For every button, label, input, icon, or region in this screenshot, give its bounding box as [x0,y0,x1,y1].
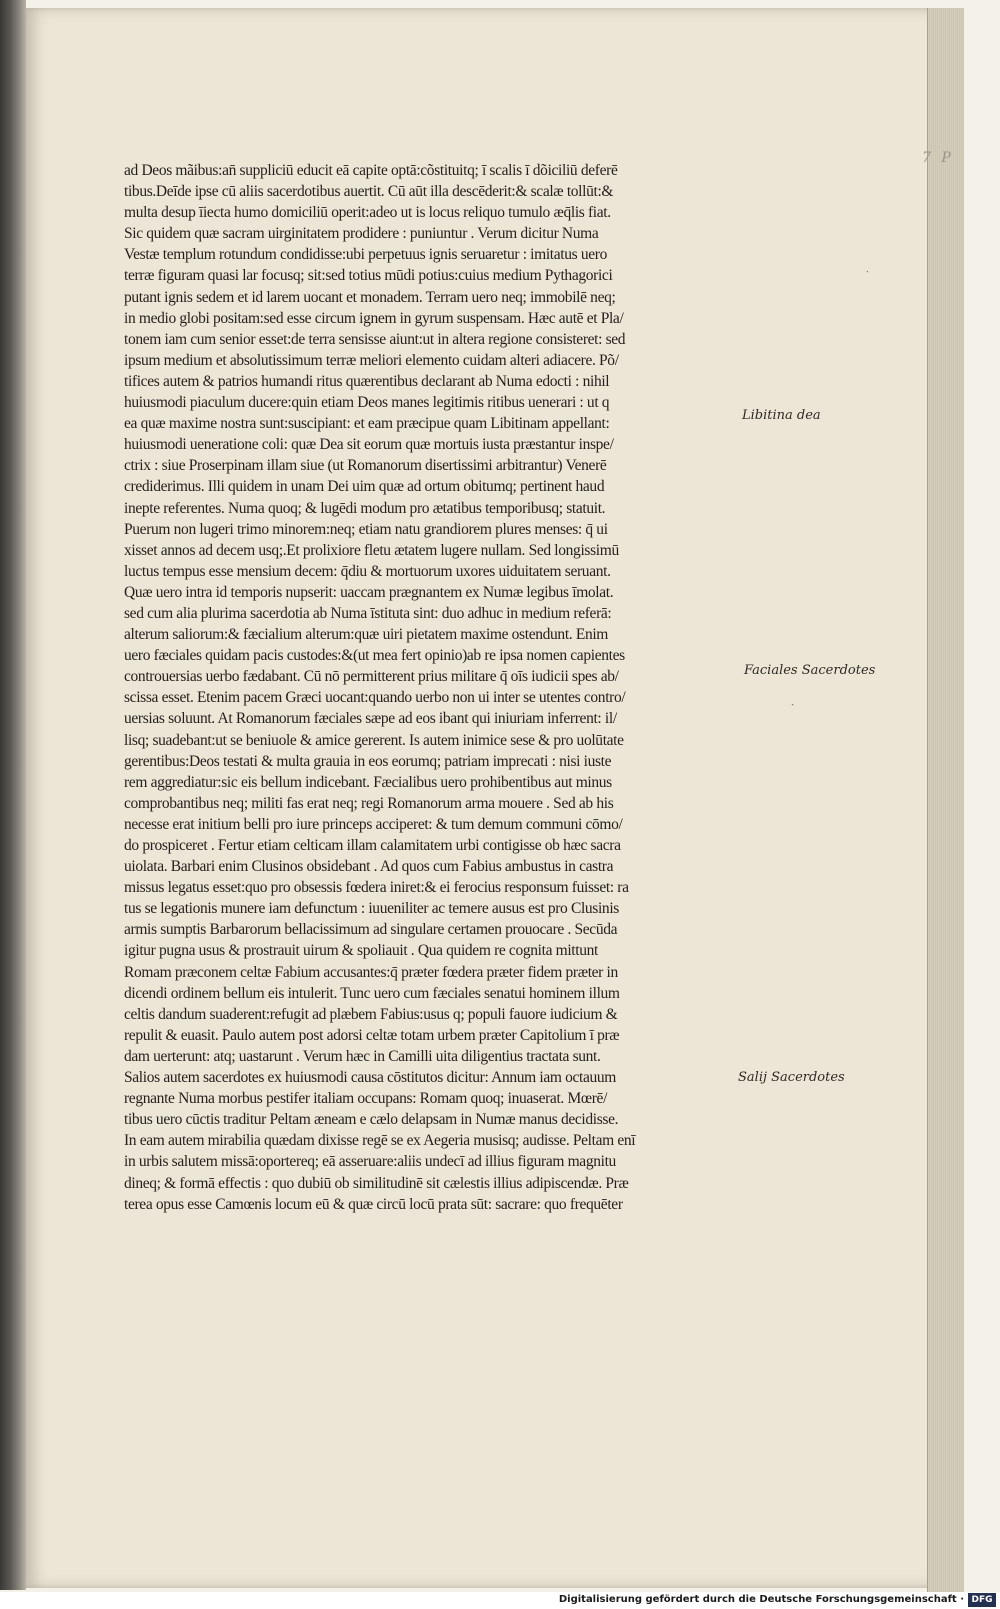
text-line: tibus.Deīde ipse cū aliis sacerdotibus auertit. Cū aūt illa descēderit:& scalæ tollūt:& [124,183,614,201]
text-line: in medio globi positam:sed esse circum ignem in gyrum suspensam. Hæc autē et Pla/ [124,309,624,327]
text-line: igitur pugna usus & prostrauit uirum & spoliauit . Qua quidem re cognita mittunt [124,942,598,960]
text-line: uersias soluunt. At Romanorum fæciales sæpe ad eos ibant qui iniuriam inferrent: il/ [124,710,617,728]
text-line: scissa esset. Etenim pacem Græci uocant:quando uerbo non ui inter se utentes contro/ [124,689,626,707]
text-line: Romam præconem celtæ Fabium accusantes:q̄ præter fœdera præter fidem præter in [124,963,618,981]
footer-bar [0,1592,1000,1609]
text-line: terræ figuram quasi lar focusq; sit:sed totius mūdi potius:cuius medium Pythagorici [124,267,613,285]
text-line: crediderimus. Illi quidem in unam Dei uim quæ ad ortum obitumq; pertinent haud [124,478,605,496]
text-line: controuersias uerbo fædabant. Cū nō permitterent prius militare q̄ oīs iudicii spes ab/ [124,668,619,686]
text-line: uero fæciales quidam pacis custodes:&(ut mea fert opinio)ab re ipsa nomen capientes [124,647,625,665]
margin-mark: ˏ [791,695,795,706]
text-line: tifices autem & patrios humandi ritus quærentibus declarant ab Numa edocti : nihil [124,372,610,390]
text-line: regnante Numa morbus pestifer italiam occupans: Romam quoq; inuaserat. Mœrē/ [124,1090,608,1108]
text-line: gerentibus:Deos testati & multa grauia in eos eorumq; patriam imprecati : nisi iuste [124,752,612,770]
dfg-logo: DFG [968,1593,996,1607]
footer-credit: Digitalisierung gefördert durch die Deutsche Forschungsgemeinschaft · [558,1594,964,1605]
text-line: rem aggrediatur:sic eis bellum indicebant. Fæcialibus uero prohibentibus aut minus [124,773,612,791]
text-line: ctrix : siue Proserpinam illam siue (ut Romanorum disertissimi arbitrantur) Venerē [124,457,607,475]
text-line: luctus tempus esse mensium decem: q̄diu & mortuorum uxores uiduitatem seruant. [124,562,611,580]
text-line: Quæ uero intra id temporis nupserit: uaccam prægnantem ex Numæ legibus īmolat. [124,583,614,601]
text-line: ipsum medium et absolutissimum terræ meliori elemento cuidam alteri adiacere. Põ/ [124,351,619,369]
text-line: Sic quidem quæ sacram uirginitatem prodidere : puniuntur . Verum dicitur Numa [124,225,599,243]
text-line: putant ignis sedem et id larem uocant et monadem. Terram uero neq; immobilē neq; [124,288,616,306]
text-line: ad Deos mãibus:an̄ suppliciū educit eā capite optā:cõstituitq; ī scalis ī dõiciliū deferē [124,162,618,179]
main-text-block [124,160,716,1215]
text-line: alterum saliorum:& fæcialium alterum:quæ uiri pietatem maxime ostendunt. Enim [124,626,609,644]
text-line: Vestæ templum rotundum condidisse:ubi perpetuus ignis seruaretur : imitatus uero [124,246,607,264]
text-line: dam uerterunt: atq; uastarunt . Verum hæc in Camilli uita diligentius tractata sunt. [124,1047,601,1065]
text-line: tus se legationis munere iam defunctum : iuueniliter ac temere ausus est pro Clusinis [124,900,619,918]
text-line: in urbis salutem missā:oportereq; eā asseruare:aliis undecī ad illius figuram magnitu [124,1153,616,1171]
text-line: lisq; suadebant:ut se beniuole & amice gererent. Is autem inimice sese & pro uolūtate [124,731,624,749]
text-line: huiusmodi piaculum ducere:quin etiam Deos manes legitimis ritibus uenerari : ut q [124,394,610,412]
text-line: inepte referentes. Numa quoq; & lugēdi modum pro ætatibus temporibusq; statuit. [124,499,606,517]
book-binding [0,0,26,1590]
text-line: sed cum alia plurima sacerdotia ab Numa īstituta sint: duo adhuc in medium referā: [124,604,612,622]
text-line: huiusmodi ueneratione coli: quæ Dea sit eorum quæ mortuis iusta præstantur inspe/ [124,436,614,454]
text-line: tibus uero cūctis traditur Peltam æneam e cælo delapsam in Numæ manus decidisse. [124,1111,619,1129]
text-line: missus legatus esset:quo pro obsessis fœdera iniret:& ei ferocius responsum fuisset: ra [124,879,629,897]
margin-note-salii: Salij Sacerdotes [738,1070,845,1085]
text-line: do prospiceret . Fertur etiam celticam illam calamitatem urbi contigisse ob hæc sacra [124,837,621,854]
margin-note-faciales: Faciales Sacerdotes [744,663,876,678]
text-line: necesse erat initium belli pro iure princeps acciperet: & tum demum communi cōmo/ [124,815,623,833]
text-line: tonem iam cum senior esset:de terra sensisse aiunt:ut in altera regione consisteret: sed [124,330,626,348]
text-line: Puerum non lugeri trimo minorem:neq; etiam natu grandiorem plures menses: q̄ ui [124,520,608,538]
text-line: uiolata. Barbari enim Clusinos obsidebant . Ad quos cum Fabius ambustus in castra [124,858,614,876]
margin-note-libitina: Libitina dea [742,408,821,423]
text-line: celtis dandum suaderent:refugit ad plæbem Fabius:usus q; populi fauore iudicium & [124,1005,618,1023]
text-line: dicendi ordinem bellum eis intulerit. Tunc uero cum fæciales senatui hominem illum [124,984,620,1002]
text-line: dineq; & formā effectis : quo dubiū ob similitudinē sit cælestis illius adipiscendæ. Præ [124,1174,629,1192]
text-line: multa desup īiecta humo domiciliū operit:adeo ut is locus reliquo tumulo æq̄lis fiat. [124,204,611,222]
margin-mark: ˎ [866,262,870,273]
text-line: repulit & euasit. Paulo autem post adorsi celtæ totam urbem præter Capitolium ī præ [124,1026,620,1044]
text-line: In eam autem mirabilia quædam dixisse regē se ex Aegeria musisq; audisse. Peltam enī [124,1132,636,1150]
text-line: Salios autem sacerdotes ex huiusmodi causa cōstitutos dicitur: Annum iam octauum [124,1069,617,1087]
text-line: ea quæ maxime nostra sunt:suscipiant: et eam præcipue quam Libitinam appellant: [124,415,610,433]
text-line: armis sumptis Barbarorum bellacissimum ad singulare certamen prouocare . Secūda [124,921,618,939]
text-line: terea opus esse Camœnis locum eū & quæ circū locū prata sūt: sacrare: quo frequēter [124,1195,623,1213]
text-line: xisset annos ad decem usq;.Et prolixiore fletu ætatem lugere nullam. Sed longissimū [124,541,619,559]
text-line: comprobantibus neq; militi fas erat neq; regi Romanorum arma mouere . Sed ab his [124,794,614,812]
page-edges [927,8,964,1608]
folio-number: 7 P [922,150,954,166]
